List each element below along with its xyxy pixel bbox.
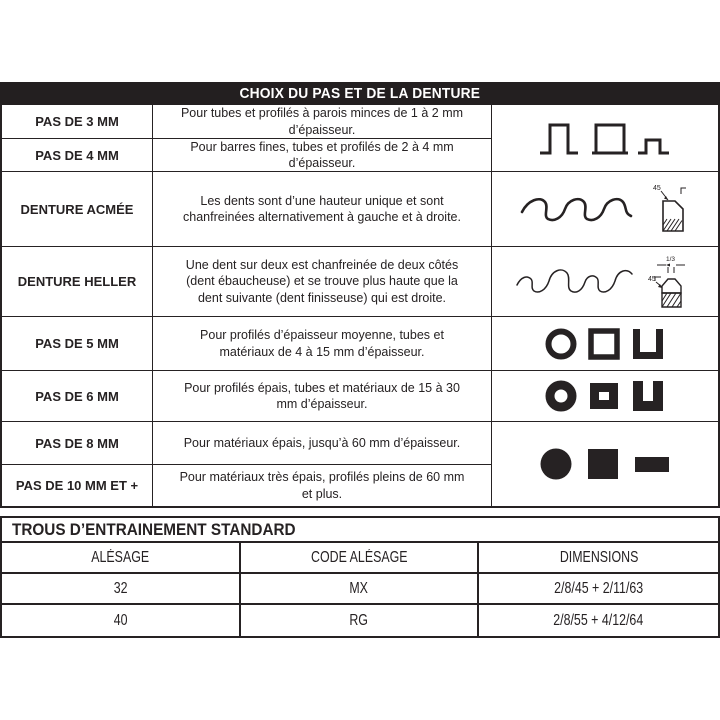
row-label: PAS DE 10 MM ET + [2, 465, 153, 506]
row-description: Pour matériaux épais, jusqu’à 60 mm d’épaisseur. [153, 422, 492, 465]
row-description: Pour tubes et profilés à parois minces de 1 à 2 mm d’épaisseur. [153, 105, 492, 139]
table-cell-dimensions: 2/8/55 + 4/12/64 [553, 611, 644, 629]
drive-holes-title: TROUS D’ENTRAINEMENT STANDARD [12, 519, 296, 539]
svg-text:1/3: 1/3 [666, 255, 676, 263]
solid-profiles-icon [492, 422, 718, 506]
row-description: Pour profilés d’épaisseur moyenne, tubes et matériaux de 4 à 15 mm d’épaisseur. [153, 317, 492, 371]
column-header-alesage: ALÉSAGE [2, 543, 241, 574]
table-cell-dimensions: 2/8/45 + 2/11/63 [479, 574, 718, 605]
drive-holes-title-bar [2, 518, 718, 543]
row-label: PAS DE 4 MM [2, 139, 153, 172]
column-header-code-alesage: CODE ALÉSAGE [241, 543, 480, 574]
row-label: DENTURE ACMÉE [2, 172, 153, 247]
row-label: PAS DE 6 MM [2, 371, 153, 422]
pitch-table-header [0, 82, 720, 105]
row-description: Pour matériaux très épais, profilés pleins de 60 mm et plus. [153, 465, 492, 506]
column-header-dimensions: DIMENSIONS [479, 543, 718, 574]
drive-holes-table [0, 516, 720, 638]
row-label: PAS DE 8 MM [2, 422, 153, 465]
thin-profiles-icon [492, 105, 718, 172]
row-description: Pour profilés épais, tubes et matériaux de 15 à 30 mm d’épaisseur. [153, 371, 492, 422]
row-description: Pour barres fines, tubes et profilés de 2 à 4 mm d’épaisseur. [153, 139, 492, 172]
heller-tooth-icon-group [492, 247, 718, 317]
pitch-table [0, 105, 720, 508]
acme-chamfer-diagram [650, 181, 690, 237]
heller-chamfer-diagram [647, 253, 695, 311]
heller-tooth-profile-icon [515, 264, 635, 300]
row-label: PAS DE 3 MM [2, 105, 153, 139]
row-label: PAS DE 5 MM [2, 317, 153, 371]
table-cell-code: MX [241, 574, 480, 605]
row-description: Les dents sont d’une hauteur unique et sont chanfreinées alternativement à gauche et à droite. [153, 172, 492, 247]
acme-tooth-icon-group [492, 172, 718, 247]
table-cell-code: RG [241, 605, 480, 636]
table-cell-alesage: 40 [2, 605, 241, 636]
svg-text:45: 45 [653, 185, 661, 192]
svg-text:45: 45 [648, 275, 656, 283]
acme-tooth-profile-icon [520, 191, 636, 227]
pitch-table-title: CHOIX DU PAS ET DE LA DENTURE [239, 85, 481, 102]
row-label: DENTURE HELLER [2, 247, 153, 317]
row-description: Une dent sur deux est chanfreinée de deux côtés (dent ébaucheuse) et se trouve plus haute que la dent suivante (dent finisseuse) qui est droite. [153, 247, 492, 317]
table-cell-alesage: 32 [2, 574, 241, 605]
medium-profiles-icon [492, 317, 718, 371]
thick-profiles-icon [492, 371, 718, 422]
